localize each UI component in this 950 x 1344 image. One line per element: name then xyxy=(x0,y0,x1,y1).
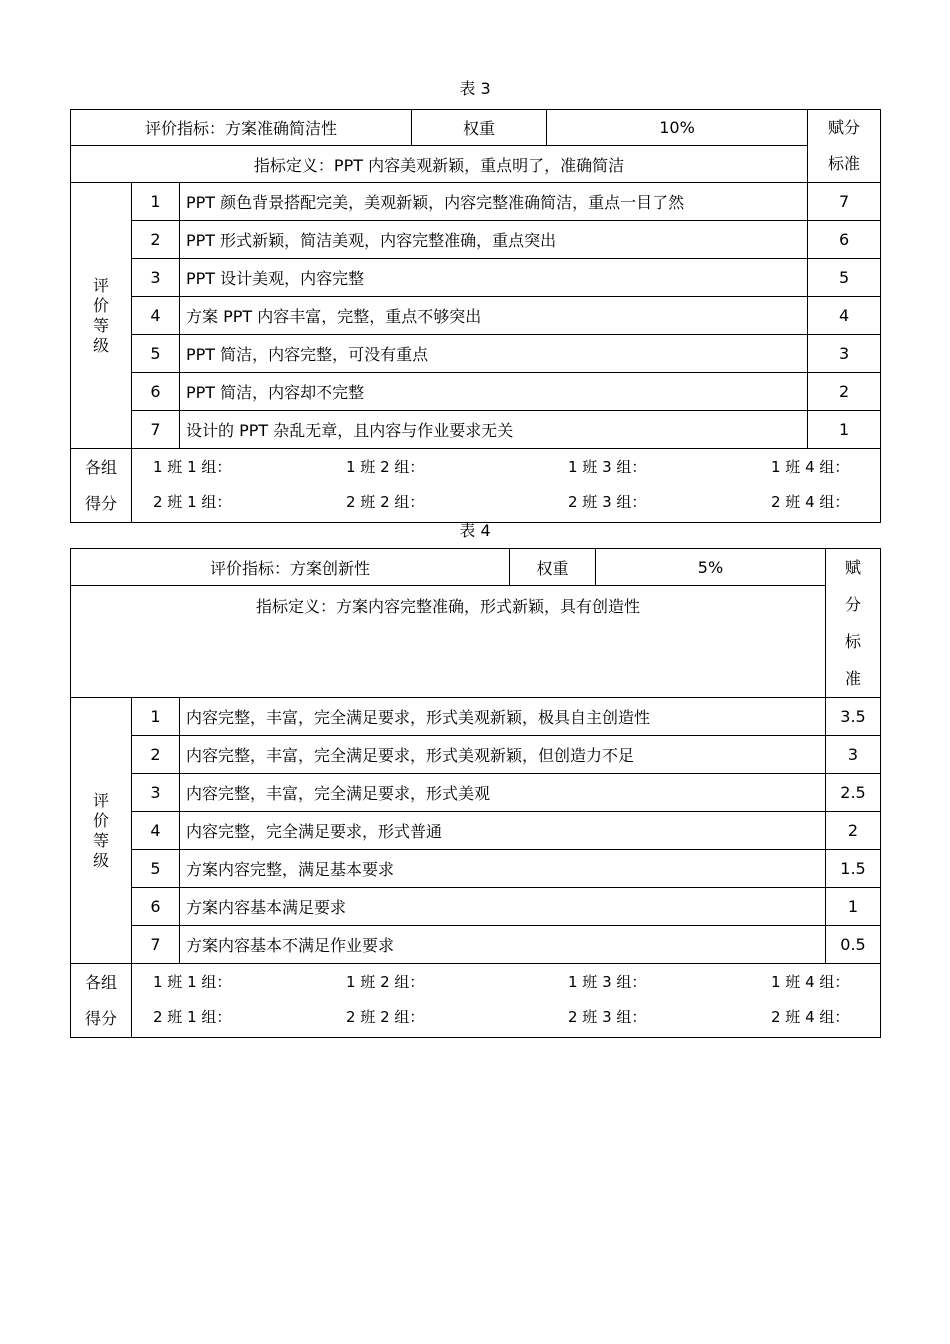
table-row xyxy=(71,774,881,812)
grade-score: 2 xyxy=(808,373,881,411)
grade-number: 2 xyxy=(132,736,180,774)
table4-score-standard-header: 赋 分 标 准 xyxy=(826,549,881,698)
table-row xyxy=(71,850,881,888)
table4 xyxy=(70,548,881,1038)
table3-indicator: 评价指标：方案准确简洁性 xyxy=(71,110,412,146)
grade-number: 2 xyxy=(132,221,180,259)
grade-number: 7 xyxy=(132,926,180,964)
table3-definition: 指标定义：PPT 内容美观新颖，重点明了，准确简洁 xyxy=(71,146,808,183)
grade-description: 方案内容完整，满足基本要求 xyxy=(180,850,826,888)
table-row xyxy=(71,183,881,221)
group-score-field[interactable]: 2 班 4 组： xyxy=(771,1008,850,1026)
group-score-field[interactable]: 2 班 3 组： xyxy=(568,493,647,511)
grade-description: 方案内容基本满足要求 xyxy=(180,888,826,926)
grade-score: 0.5 xyxy=(826,926,881,964)
grade-number: 7 xyxy=(132,411,180,449)
grade-score: 1.5 xyxy=(826,850,881,888)
table3-group-score-label: 各组 得分 xyxy=(71,449,132,523)
grade-number: 3 xyxy=(132,259,180,297)
group-score-field[interactable]: 1 班 3 组： xyxy=(568,973,647,991)
table4-grade-label: 评 价 等 级 xyxy=(71,698,132,964)
group-score-field[interactable]: 2 班 2 组： xyxy=(346,493,425,511)
table3-weight-label: 权重 xyxy=(412,110,547,146)
grade-description: PPT 颜色背景搭配完美，美观新颖，内容完整准确简洁，重点一目了然 xyxy=(180,183,808,221)
table-row xyxy=(71,411,881,449)
table-row xyxy=(71,812,881,850)
grade-score: 5 xyxy=(808,259,881,297)
table-row xyxy=(71,335,881,373)
grade-number: 5 xyxy=(132,335,180,373)
table-row xyxy=(71,297,881,335)
group-score-field[interactable]: 1 班 1 组： xyxy=(153,458,232,476)
group-score-field[interactable]: 1 班 4 组： xyxy=(771,458,850,476)
grade-number: 1 xyxy=(132,698,180,736)
table-row xyxy=(71,373,881,411)
grade-description: PPT 简洁，内容却不完整 xyxy=(180,373,808,411)
grade-number: 6 xyxy=(132,373,180,411)
grade-number: 5 xyxy=(132,850,180,888)
grade-number: 1 xyxy=(132,183,180,221)
table-row xyxy=(71,259,881,297)
table-row xyxy=(71,926,881,964)
group-score-field[interactable]: 1 班 1 组： xyxy=(153,973,232,991)
grade-score: 7 xyxy=(808,183,881,221)
table4-group-scores xyxy=(132,964,881,1038)
table4-indicator: 评价指标：方案创新性 xyxy=(71,549,510,586)
grade-description: 内容完整，完全满足要求，形式普通 xyxy=(180,812,826,850)
grade-description: 设计的 PPT 杂乱无章，且内容与作业要求无关 xyxy=(180,411,808,449)
group-score-field[interactable]: 2 班 1 组： xyxy=(153,493,232,511)
table3-weight-value: 10% xyxy=(547,110,808,146)
grade-score: 1 xyxy=(826,888,881,926)
table3-score-standard-header: 赋分 标准 xyxy=(808,110,881,183)
grade-score: 1 xyxy=(808,411,881,449)
grade-description: 方案内容基本不满足作业要求 xyxy=(180,926,826,964)
grade-number: 4 xyxy=(132,812,180,850)
table4-group-score-label: 各组 得分 xyxy=(71,964,132,1038)
grade-score: 4 xyxy=(808,297,881,335)
grade-score: 3 xyxy=(826,736,881,774)
table3-caption: 表 3 xyxy=(459,79,491,98)
group-score-field[interactable]: 1 班 4 组： xyxy=(771,973,850,991)
group-score-field[interactable]: 2 班 2 组： xyxy=(346,1008,425,1026)
grade-description: 方案 PPT 内容丰富，完整，重点不够突出 xyxy=(180,297,808,335)
grade-score: 2 xyxy=(826,812,881,850)
grade-number: 3 xyxy=(132,774,180,812)
grade-score: 3.5 xyxy=(826,698,881,736)
grade-description: 内容完整，丰富，完全满足要求，形式美观新颖，但创造力不足 xyxy=(180,736,826,774)
table4-weight-value: 5% xyxy=(596,549,826,586)
group-score-field[interactable]: 2 班 1 组： xyxy=(153,1008,232,1026)
grade-description: 内容完整，丰富，完全满足要求，形式美观 xyxy=(180,774,826,812)
group-score-field[interactable]: 1 班 3 组： xyxy=(568,458,647,476)
grade-description: 内容完整，丰富，完全满足要求，形式美观新颖，极具自主创造性 xyxy=(180,698,826,736)
grade-number: 4 xyxy=(132,297,180,335)
grade-description: PPT 形式新颖，简洁美观，内容完整准确，重点突出 xyxy=(180,221,808,259)
grade-description: PPT 简洁，内容完整，可没有重点 xyxy=(180,335,808,373)
table4-definition: 指标定义：方案内容完整准确，形式新颖，具有创造性 xyxy=(71,586,826,698)
table4-caption: 表 4 xyxy=(459,521,491,540)
table3-grade-label: 评 价 等 级 xyxy=(71,183,132,449)
group-score-field[interactable]: 2 班 4 组： xyxy=(771,493,850,511)
grade-description: PPT 设计美观，内容完整 xyxy=(180,259,808,297)
table-row xyxy=(71,221,881,259)
table-row xyxy=(71,698,881,736)
group-score-field[interactable]: 1 班 2 组： xyxy=(346,973,425,991)
table3 xyxy=(70,109,881,523)
grade-number: 6 xyxy=(132,888,180,926)
grade-score: 3 xyxy=(808,335,881,373)
grade-score: 6 xyxy=(808,221,881,259)
group-score-field[interactable]: 1 班 2 组： xyxy=(346,458,425,476)
table3-group-scores xyxy=(132,449,881,523)
table-row xyxy=(71,888,881,926)
group-score-field[interactable]: 2 班 3 组： xyxy=(568,1008,647,1026)
grade-score: 2.5 xyxy=(826,774,881,812)
table-row xyxy=(71,736,881,774)
table4-weight-label: 权重 xyxy=(510,549,596,586)
